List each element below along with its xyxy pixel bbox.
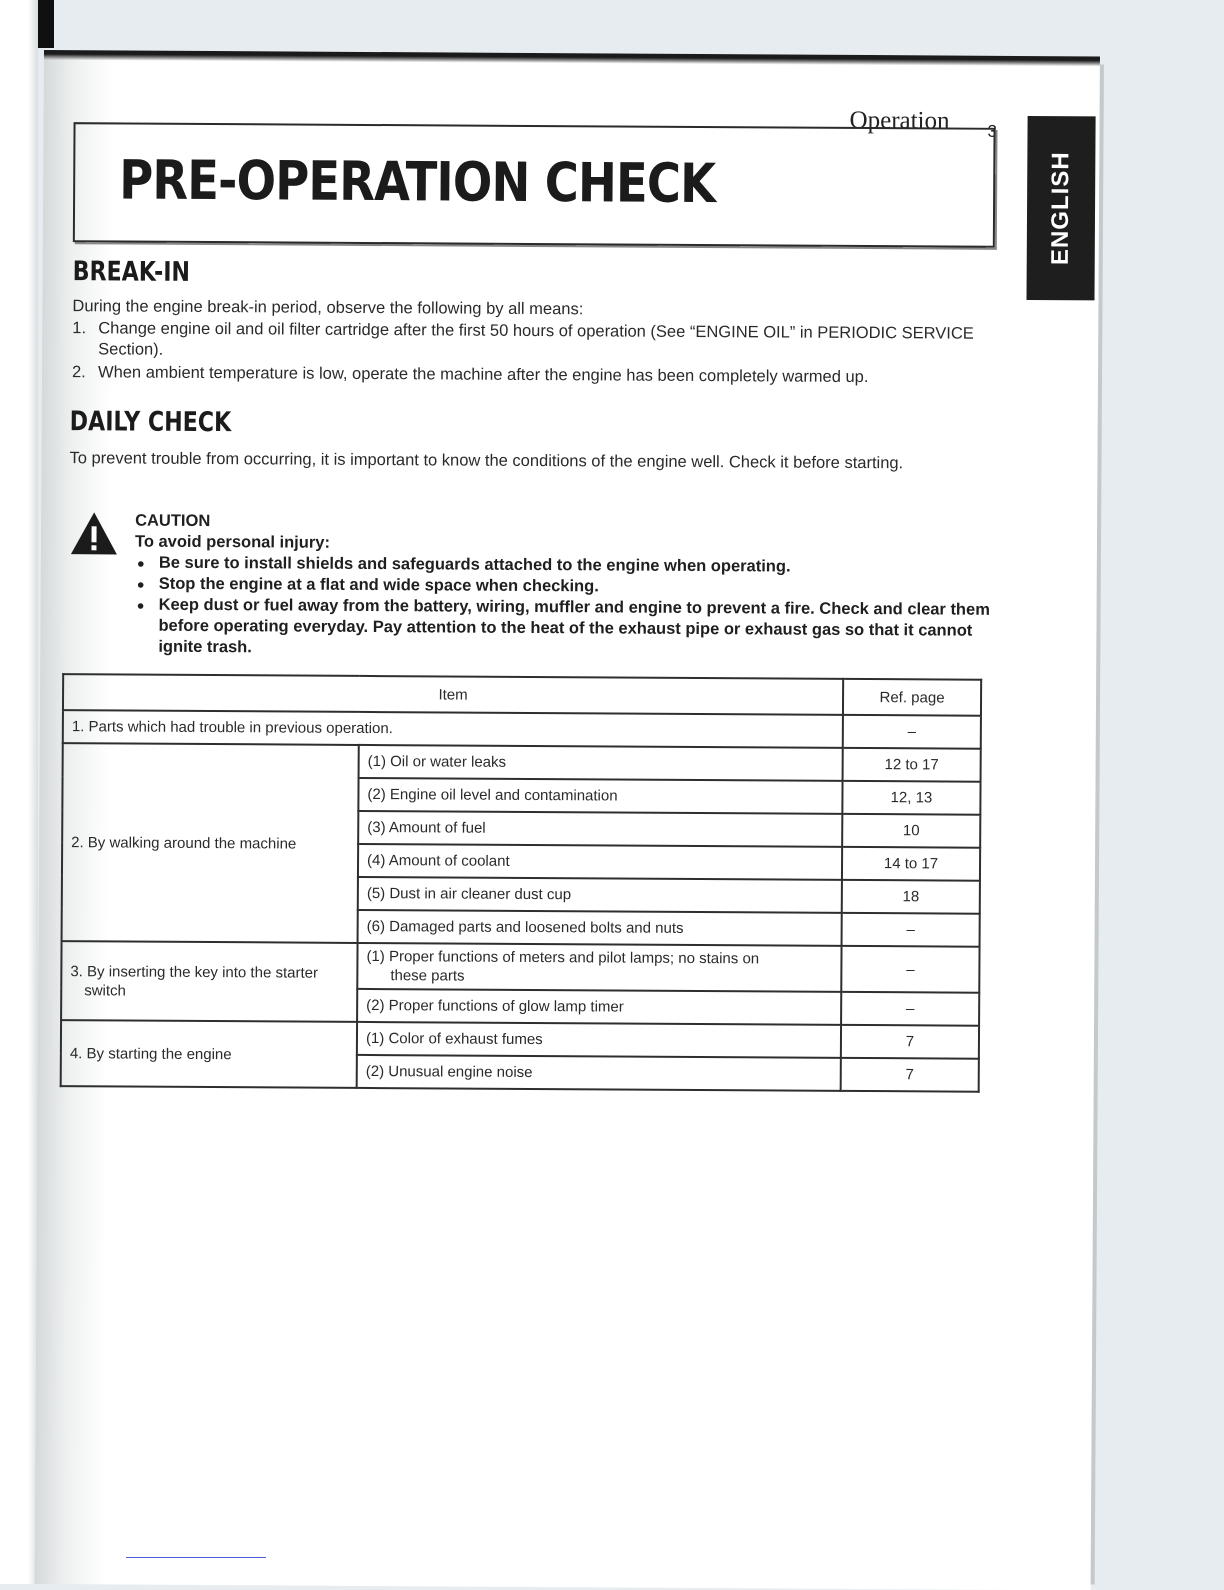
- caution-block: [134, 511, 995, 663]
- language-tab: [1026, 116, 1095, 300]
- daily-check-heading: DAILY CHECK: [69, 406, 232, 439]
- caution-subtitle: To avoid personal injury:: [134, 532, 331, 552]
- table-cell-item: (6) Damaged parts and loosened bolts and nuts: [358, 910, 842, 946]
- table-cell-ref: –: [841, 992, 979, 1026]
- daily-check-table: [60, 673, 983, 1093]
- caution-bullet: ● Keep dust or fuel away from the battery, wiring, muffler and engine to prevent a fire. Check and clear them before operating everyday. Pay attention to the heat of the exhaust pipe or exhaust gas so that it cannot ignite trash.: [134, 595, 994, 663]
- section-label: Operation: [849, 106, 950, 135]
- break-in-item-2-text: When ambient temperature is low, operate the machine after the engine has been completely warmed up.: [97, 363, 869, 387]
- break-in-item-2: [72, 362, 992, 389]
- table-cell-item: (2) Proper functions of glow lamp timer: [357, 989, 841, 1025]
- table-group-label-line1: 3. By inserting the key into the starter: [70, 962, 319, 982]
- break-in-intro: During the engine break-in period, observe the following by all means:: [72, 297, 584, 319]
- table-header-ref: Ref. page: [843, 679, 981, 716]
- table-row: [63, 710, 981, 749]
- table-cell-ref: 14 to 17: [842, 847, 980, 881]
- table-cell-item: (4) Amount of coolant: [358, 844, 842, 880]
- page-number: 3: [987, 121, 998, 141]
- table-cell-ref: 10: [842, 814, 980, 848]
- table-group-label-line2: switch: [84, 981, 126, 1000]
- table-cell-ref: –: [843, 715, 981, 749]
- scan-artifact-line: [126, 1557, 266, 1558]
- daily-check-intro: To prevent trouble from occurring, it is important to know the conditions of the engine well. Check it before starting.: [69, 449, 904, 473]
- table-cell-item: (3) Amount of fuel: [358, 811, 842, 847]
- table-cell-item: (2) Unusual engine noise: [357, 1055, 841, 1091]
- table-row: [61, 1020, 979, 1059]
- table-header-row: [63, 674, 981, 716]
- page-title: PRE-OPERATION CHECK: [119, 148, 716, 216]
- table-cell-item-line2: these parts: [390, 967, 465, 985]
- scan-left-margin: [0, 0, 38, 1584]
- break-in-item-1-text: Change engine oil and oil filter cartridge after the first 50 hours of operation (See “ENGINE OIL” in PERIODIC SERVICE Section).: [98, 319, 974, 359]
- table-cell-item-line1: (1) Proper functions of meters and pilot lamps; no stains on: [366, 947, 760, 968]
- table-row: [61, 941, 979, 993]
- page-top-edge: [44, 50, 1100, 66]
- table-row: [63, 743, 981, 782]
- table-cell-ref: –: [842, 913, 980, 947]
- break-in-item-2-num: 2.: [71, 363, 86, 382]
- table-group-label: [61, 941, 357, 1022]
- table-cell-ref: 12, 13: [842, 781, 980, 815]
- table-cell-item: [357, 943, 841, 992]
- table-cell-ref: 7: [841, 1058, 979, 1092]
- caution-bullet: ● Be sure to install shields and safeguards attached to the engine when operating.: [135, 553, 995, 579]
- table-header-item: Item: [63, 674, 843, 715]
- table-cell-item: (1) Color of exhaust fumes: [357, 1022, 841, 1058]
- manual-page: [35, 50, 1100, 1590]
- table-cell-item: (5) Dust in air cleaner dust cup: [358, 877, 842, 913]
- break-in-item-1: [72, 318, 992, 366]
- scan-edge-top: [38, 0, 54, 48]
- table-cell-item: (1) Oil or water leaks: [359, 745, 843, 781]
- language-tab-label: ENGLISH: [1046, 151, 1075, 266]
- table-group-label: 2. By walking around the machine: [62, 743, 359, 943]
- table-cell-ref: 18: [842, 880, 980, 914]
- table-cell-item: (2) Engine oil level and contamination: [358, 778, 842, 814]
- table-group-label: 4. By starting the engine: [61, 1020, 357, 1088]
- table-cell-ref: –: [841, 946, 979, 993]
- title-box: [73, 122, 996, 248]
- caution-bullet: ● Stop the engine at a flat and wide space when checking.: [135, 574, 995, 600]
- warning-triangle-icon: [69, 510, 119, 556]
- table-cell-ref: 7: [841, 1025, 979, 1059]
- table-cell-item: 1. Parts which had trouble in previous operation.: [63, 710, 843, 748]
- break-in-heading: BREAK-IN: [72, 256, 191, 288]
- table-cell-ref: 12 to 17: [843, 748, 981, 782]
- break-in-item-1-num: 1.: [72, 319, 87, 338]
- caution-label: CAUTION: [135, 511, 211, 531]
